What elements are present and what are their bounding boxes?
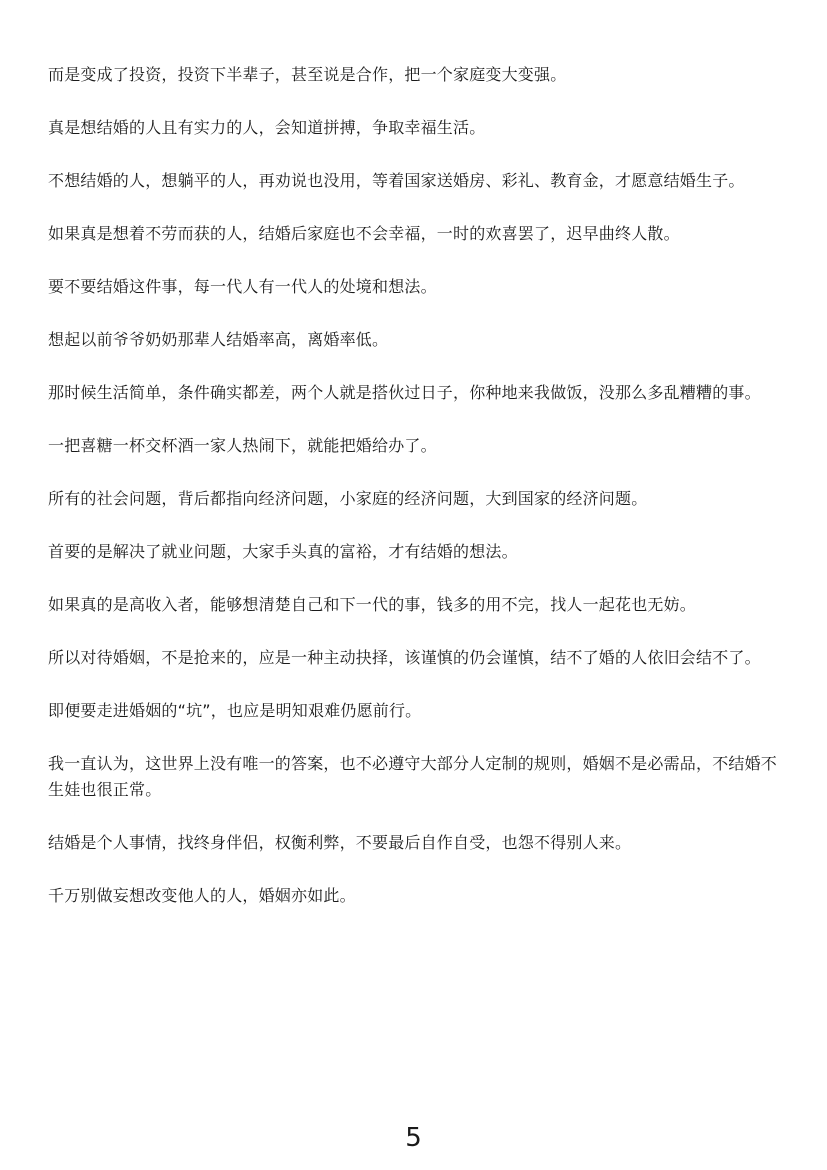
paragraph-16: 千万别做妄想改变他人的人，婚姻亦如此。 — [48, 886, 356, 905]
paragraph-15: 结婚是个人事情，找终身伴侣，权衡利弊，不要最后自作自受，也怨不得别人来。 — [48, 833, 632, 852]
paragraph-10: 首要的是解决了就业问题，大家手头真的富裕，才有结婚的想法。 — [48, 542, 518, 561]
paragraph-13: 即便要走进婚姻的“坑”，也应是明知艰难仍愿前行。 — [48, 701, 422, 720]
paragraph-5: 要不要结婚这件事，每一代人有一代人的处境和想法。 — [48, 277, 437, 296]
page-number: 5 — [405, 1123, 422, 1153]
document-body — [48, 62, 780, 936]
paragraph-11: 如果真的是高收入者，能够想清楚自己和下一代的事，钱多的用不完，找人一起花也无妨。 — [48, 595, 697, 614]
paragraph-2: 真是想结婚的人且有实力的人，会知道拼搏，争取幸福生活。 — [48, 118, 486, 137]
paragraph-7: 那时候生活简单，条件确实都差，两个人就是搭伙过日子，你种地来我做饭，没那么多乱糟糟的事。 — [48, 383, 761, 402]
paragraph-9: 所有的社会问题，背后都指向经济问题，小家庭的经济问题，大到国家的经济问题。 — [48, 489, 648, 508]
paragraph-1: 而是变成了投资，投资下半辈子，甚至说是合作，把一个家庭变大变强。 — [48, 65, 567, 84]
paragraph-4: 如果真是想着不劳而获的人，结婚后家庭也不会幸福，一时的欢喜罢了，迟早曲终人散。 — [48, 224, 680, 243]
paragraph-6: 想起以前爷爷奶奶那辈人结婚率高，离婚率低。 — [48, 330, 389, 349]
paragraph-3: 不想结婚的人，想躺平的人，再劝说也没用，等着国家送婚房、彩礼、教育金，才愿意结婚生子。 — [48, 171, 745, 190]
paragraph-14: 我一直认为，这世界上没有唯一的答案，也不必遵守大部分人定制的规则，婚姻不是必需品，不结婚不生娃也很正常。 — [48, 754, 778, 799]
paragraph-8: 一把喜糖一杯交杯酒一家人热闹下，就能把婚给办了。 — [48, 436, 437, 455]
paragraph-12: 所以对待婚姻，不是抢来的，应是一种主动抉择，该谨慎的仍会谨慎，结不了婚的人依旧会结不了。 — [48, 648, 761, 667]
